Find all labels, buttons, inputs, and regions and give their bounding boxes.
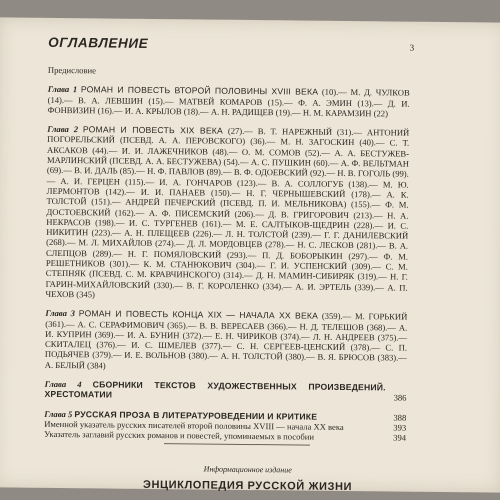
chapter-contents: (10).— М. Д. ЧУЛКОВ (14).— В. А. ЛЕВШИН (15).— МАТВЕЙ КОМАРОВ (15).— Ф. А. ЭМИН (13).— Д. И. ФОНВИЗИН (16).— И. А. КРЫЛОВ (18).— А. Н. РАДИЩЕВ (19).— Н. М. КАРАМЗИН (22) [47, 87, 410, 119]
chapter-page: 386 [393, 392, 407, 403]
chapter-title: СБОРНИКИ ТЕКСТОВ ХУДОЖЕСТВЕННЫХ ПРОИЗВЕДЕНИЙ. ХРЕСТОМАТИИ [44, 379, 386, 400]
chapter-page: 388 [393, 412, 407, 423]
toc-header [48, 35, 414, 54]
chapter-contents: (359).— М. ГОРЬКИЙ (361).— А. С. СЕРАФИМОВИЧ (365).— В. В. ВЕРЕСАЕВ (366).— Н. Д. ТЕЛЕШОВ (368).— А. И. КУПРИН (369).— И. А. БУНИН (372).— Е. Н. ЧИРИКОВ (374).— Л. Н. АНДРЕЕВ (375).— СКИТАЛЕЦ (376).— И. С. ШМЕЛЕВ (377).— С. Н. СЕРГЕЕВ-ЦЕНСКИЙ (378).— С. П. ПОДЬЯЧЕВ (379).— И. Е. ВОЛЬНОВ (380).— А. Н. ТОЛСТОЙ (380).— В. Я. БРЮСОВ (383).— А. БЕЛЫЙ (384) [44, 310, 408, 371]
imprint-label: Информационное издание [203, 464, 292, 475]
chapter-title: РОМАН И ПОВЕСТЬ XIX ВЕКА [82, 124, 224, 136]
chapter-title: РУССКАЯ ПРОЗА В ЛИТЕРАТУРОВЕДЕНИИ И КРИТИКЕ [74, 408, 318, 422]
chapter-label: Глава 1 [47, 84, 78, 95]
preface-label: Предисловие [47, 64, 97, 76]
chapter-label: Глава 2 [47, 124, 79, 135]
index-page: 394 [393, 432, 407, 443]
chapter-label: Глава 4 [44, 378, 82, 390]
index-page: 393 [393, 422, 407, 433]
chapter-2 [46, 124, 410, 303]
imprint-title: ЭНЦИКЛОПЕДИЯ РУССКОЙ ЖИЗНИ [143, 478, 353, 494]
toc-body [44, 65, 410, 443]
index-title: Указатель заглавий русских романов и повестей, упоминаемых в пособии [44, 429, 315, 442]
chapter-contents: (27).— В. Т. НАРЕЖНЫЙ (31).— АНТОНИЙ ПОГОРЕЛЬСКИЙ (ПСЕВД. А. А. ПЕРОВСКОГО) (36).— М. Н. ЗАГОСКИН (40).— С. Т. АКСАКОВ (44).— И. И. ЛАЖЕЧНИКОВ (48).— О. М. СОМОВ (52).— А. А. БЕСТУЖЕВ-МАРЛИНСКИЙ (ПСЕВД. А. А. БЕСТУЖЕВА) (54).— А. С. ПУШКИН (60).— А. Ф. ВЕЛЬТМАН (69).— В. И. ДАЛЬ (85).— Н. Ф. ПАВЛОВ (89).— В. Ф. ОДОЕВСКИЙ (92).— Н. В. ГОГОЛЬ (99).— А. И. ГЕРЦЕН (115).— И. А. ГОНЧАРОВ (123).— В. А. СОЛЛОГУБ (138).— М. Ю. ЛЕРМОНТОВ (142).— И. И. ПАНАЕВ (150).— Н. Г. ЧЕРНЫШЕВСКИЙ (178).— А. К. ТОЛСТОЙ (151).— АНДРЕЙ ПЕЧЕРСКИЙ (ПСЕВД. П. И. МЕЛЬНИКОВА) (155).— Ф. М. ДОСТОЕВСКИЙ (162).— А. Ф. ПИСЕМСКИЙ (206).— Д. В. ГРИГОРОВИЧ (213).— Н. А. НЕКРАСОВ (198).— И. С. ТУРГЕНЕВ (161).— М. Е. САЛТЫКОВ-ЩЕДРИН (228).— И. С. НИКИТИН (223).— А. Н. ПЛЕЩЕЕВ (226).— Л. Н. ТОЛСТОЙ (239).— Г. Г. ДАНИЛЕВСКИЙ (268).— М. Л. МИХАЙЛОВ (274).— Д. Л. МОРДОВЦЕВ (278).— Н. С. ЛЕСКОВ (281).— В. А. СЛЕПЦОВ (289).— Н. Г. ПОМЯЛОВСКИЙ (293).— П. Д. БОБОРЫКИН (297).— Ф. М. РЕШЕТНИКОВ (301).— К. М. СТАНЮКОВИЧ (304).— Г. И. УСПЕНСКИЙ (309).— С. М. СТЕПНЯК (ПСЕВД. С. М. КРАВЧИНСКОГО) (314).— Д. Н. МАМИН-СИБИРЯК (319).— Н. Г. ГАРИН-МИХАЙЛОВСКИЙ (330).— В. Г. КОРОЛЕНКО (334).— А. И. ЭРТЕЛЬ (339).— А. П. ЧЕХОВ (345) [45, 125, 410, 300]
chapter-3 [45, 308, 408, 374]
page-title: ОГЛАВЛЕНИЕ [48, 34, 149, 51]
chapter-1 [47, 84, 409, 119]
divider [164, 443, 310, 446]
chapter-label: Глава 5 [44, 408, 73, 419]
chapter-title: РОМАН И ПОВЕСТЬ ВТОРОЙ ПОЛОВИНЫ XVIII ВЕКА [80, 84, 319, 98]
book-page [0, 17, 500, 492]
preface-entry [48, 65, 410, 79]
index-title: Именной указатель русских писателей второй половины XVIII — начала XX века [44, 418, 344, 432]
chapter-4 [44, 379, 406, 403]
page-number: 3 [409, 42, 415, 53]
chapter-label: Глава 3 [45, 308, 76, 319]
chapter-title: РОМАН И ПОВЕСТЬ КОНЦА XIX — НАЧАЛА XX ВЕКА [78, 308, 319, 321]
